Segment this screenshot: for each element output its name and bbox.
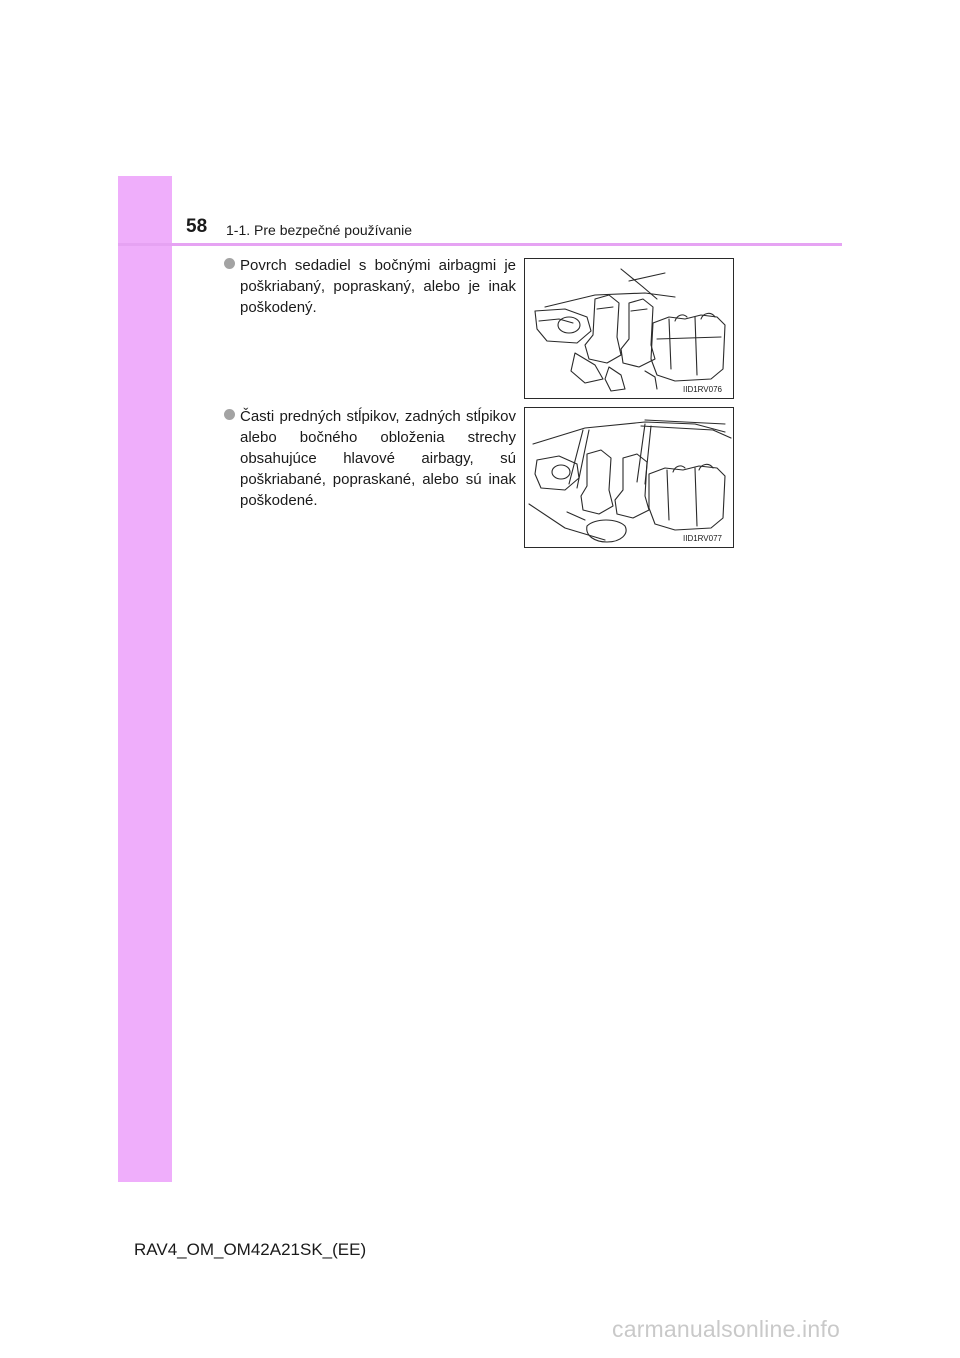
list-item [224, 406, 516, 511]
figure-code: IID1RV076 [683, 385, 722, 394]
bullet-icon [224, 409, 235, 420]
seat-airbag-illustration [524, 258, 734, 399]
watermark-text: carmanualsonline.info [612, 1316, 840, 1342]
car-interior-seats-icon [525, 259, 733, 398]
list-item [224, 255, 516, 318]
header-divider [118, 243, 842, 246]
figure-code: IID1RV077 [683, 534, 722, 543]
pillar-airbag-illustration [524, 407, 734, 548]
car-interior-pillars-icon [525, 408, 733, 547]
bullet-icon [224, 258, 235, 269]
list-item-text: Povrch sedadiel s bočnými airbagmi je poškriabaný, popraskaný, alebo je inak poškodený. [240, 257, 516, 316]
chapter-side-tab [118, 176, 172, 1182]
page-number: 58 [186, 216, 208, 237]
list-item-text: Časti predných stĺpikov, zadných stĺpikov alebo bočného obloženia strechy obsahujúce hlavové airbagy, sú poškriabané, popraskané, alebo sú inak poškodené. [240, 408, 516, 509]
document-code: RAV4_OM_OM42A21SK_(EE) [134, 1240, 367, 1259]
section-title: 1-1. Pre bezpečné používanie [226, 222, 413, 238]
